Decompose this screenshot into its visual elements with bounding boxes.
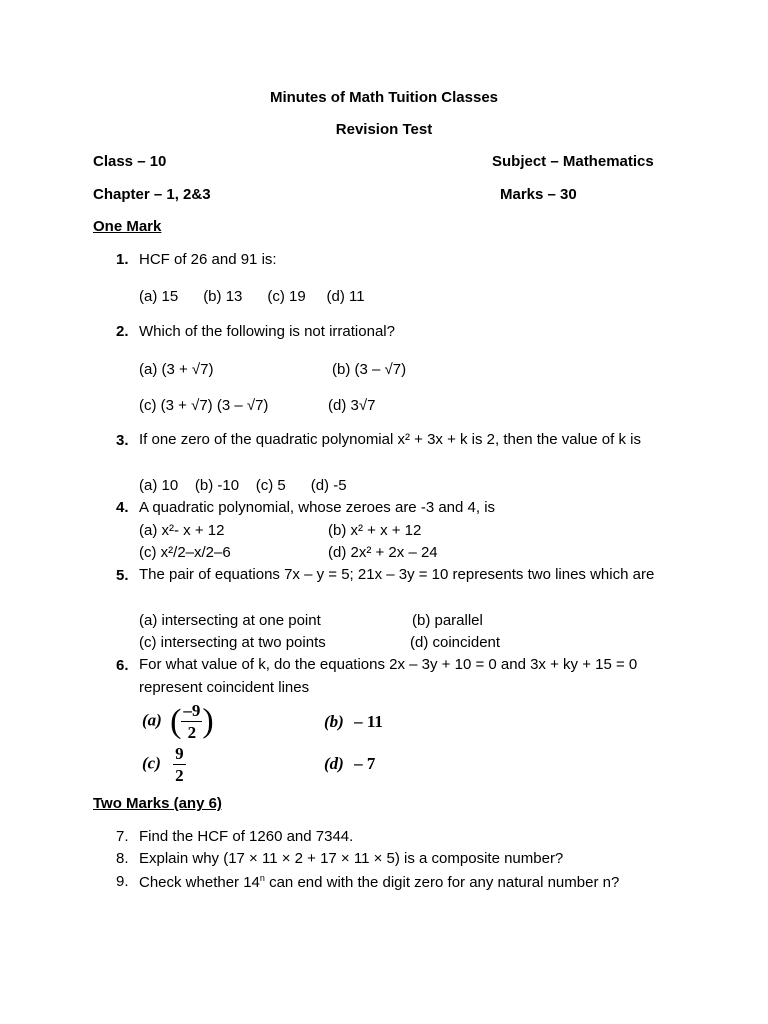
question-text: Check whether 14$^n$ can end with the digit zero for any natural number n? xyxy=(139,873,620,891)
option-label: (c) xyxy=(142,753,161,773)
option-a: (a) ( $\frac{-9}{2}$ ) xyxy=(142,701,214,742)
chapter-label: Chapter – 1, 2&3 xyxy=(93,186,211,203)
option-d: (d) 2x² + 2x – 24 xyxy=(328,544,438,561)
option-b xyxy=(324,712,383,732)
question-number: 3. xyxy=(116,432,129,449)
question-number: 8. xyxy=(116,850,129,867)
question-number: 4. xyxy=(116,499,129,516)
option-a: (a) x²- x + 12 xyxy=(139,522,225,539)
option-value: – 7 xyxy=(354,754,376,773)
question-text: Find the HCF of 1260 and 7344. xyxy=(139,828,354,845)
option-label: (d) xyxy=(324,754,344,773)
question-text: The pair of equations 7x – y = 5; 21x – 3y = 10 represents two lines which are xyxy=(139,566,655,583)
question-number: 2. xyxy=(116,323,129,340)
class-label: Class – 10 xyxy=(93,153,167,170)
option-a: (a) (3 + √7) xyxy=(139,361,214,378)
option-b: (b) (3 – √7) xyxy=(332,361,407,378)
question-number: 1. xyxy=(116,251,129,268)
option-a: (a) intersecting at one point xyxy=(139,612,321,629)
question-number: 6. xyxy=(116,657,129,674)
question-text: A quadratic polynomial, whose zeroes are -3 and 4, is xyxy=(139,499,496,516)
marks-label: Marks – 30 xyxy=(500,186,577,203)
question-text: If one zero of the quadratic polynomial x² + 3x + k is 2, then the value of k is xyxy=(139,431,641,448)
option-c xyxy=(142,745,186,784)
superscript: n xyxy=(259,873,265,883)
document-subtitle: Revision Test xyxy=(335,121,433,138)
option-d: (d) coincident xyxy=(410,634,501,651)
option-label: (b) xyxy=(324,712,344,731)
question-text: HCF of 26 and 91 is: xyxy=(139,251,277,268)
question-text: Which of the following is not irrational? xyxy=(139,323,395,340)
subject-label: Subject – Mathematics xyxy=(492,153,654,170)
fraction-denominator: 2 xyxy=(187,723,197,742)
fraction-denominator: 2 xyxy=(175,766,184,785)
question-text: Explain why (17 × 11 × 2 + 17 × 11 × 5) is a composite number? xyxy=(139,850,564,867)
option-value: – 11 xyxy=(354,712,383,731)
option-c: (c) (3 + √7) (3 – √7) xyxy=(139,397,269,414)
question-options: (a) 15 (b) 13 (c) 19 (d) 11 xyxy=(139,288,365,305)
question-options: (a) 10 (b) -10 (c) 5 (d) -5 xyxy=(139,477,347,494)
option-d: (d) 3√7 xyxy=(328,397,376,414)
question-number: 5. xyxy=(116,567,129,584)
option-c: (c) x²/2–x/2–6 xyxy=(139,544,231,561)
option-b: (b) x² + x + 12 xyxy=(328,522,422,539)
option-label: (a) xyxy=(142,710,162,730)
section-heading-one-mark: One Mark xyxy=(93,218,162,235)
question-text: For what value of k, do the equations 2x – 3y + 10 = 0 and 3x + ky + 15 = 0 represent coincident lines xyxy=(139,656,638,696)
section-heading-two-marks: Two Marks (any 6) xyxy=(93,795,222,812)
option-d xyxy=(324,754,375,774)
question-number: 7. xyxy=(116,828,129,845)
document-title: Minutes of Math Tuition Classes xyxy=(269,89,499,106)
option-b: (b) parallel xyxy=(412,612,483,629)
question-number: 9. xyxy=(116,873,129,890)
option-c: (c) intersecting at two points xyxy=(139,634,326,651)
fraction-numerator: –9 xyxy=(183,701,201,720)
fraction-numerator: 9 xyxy=(175,744,184,763)
